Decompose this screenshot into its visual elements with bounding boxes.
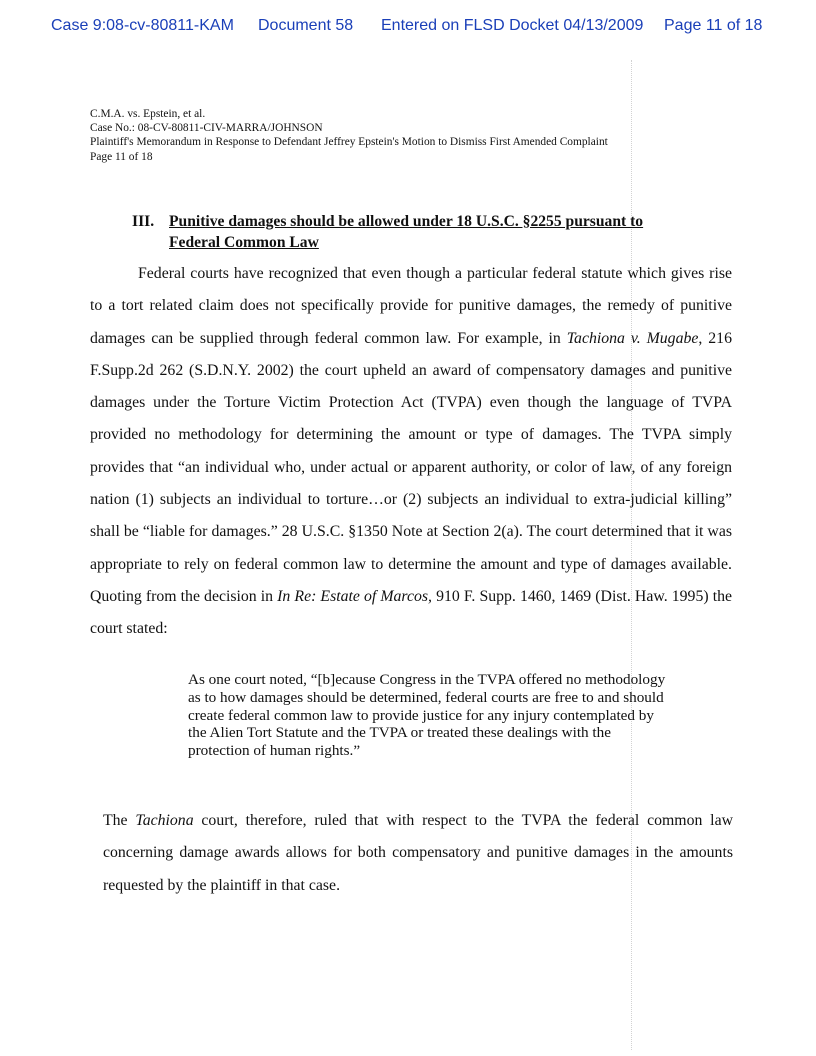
court-filing-stamp — [0, 17, 816, 41]
section-number: III. — [132, 213, 155, 230]
document-header — [90, 107, 608, 164]
paragraph-text: , 216 F.Supp.2d 262 (S.D.N.Y. 2002) the court upheld an award of compensatory damages and punitive damages under the Torture Victim Protection Act (TVPA) even though the language of TVPA provided no methodology for determining the amount or type of damages. The TVPA simply provides that “an individual who, under actual or apparent authority, or color of law, of any foreign nation (1) subjects an individual to torture…or (2) subjects an individual to extra-judicial killing” shall be “liable for damages.” 28 U.S.C. §1350 Note at Section 2(a). The court determined that it was appropriate to rely on federal common law to determine the amount and type of damages available. Quoting from the decision in — [90, 329, 732, 605]
stamp-case-number: Case 9:08-cv-80811-KAM — [51, 17, 234, 34]
section-title-line-1: Punitive damages should be allowed under 18 U.S.C. §2255 pursuant to — [169, 213, 644, 230]
paragraph-text: The — [103, 812, 136, 829]
header-page-number: Page 11 of 18 — [90, 150, 153, 163]
header-case-caption: C.M.A. vs. Epstein, et al. — [90, 108, 206, 120]
header-document-title: Plaintiff's Memorandum in Response to Defendant Jeffrey Epstein's Motion to Dismiss First Amended Complaint — [90, 136, 608, 149]
stamp-document-number: Document 58 — [258, 17, 354, 34]
section-title-line-2: Federal Common Law — [169, 234, 319, 251]
body-paragraph-1 — [90, 258, 732, 646]
stamp-entered-date: Entered on FLSD Docket 04/13/2009 — [381, 17, 644, 34]
stamp-page-number: Page 11 of 18 — [664, 17, 763, 34]
header-case-number: Case No.: 08-CV-80811-CIV-MARRA/JOHNSON — [90, 122, 323, 135]
case-citation: In Re: Estate of Marcos, — [277, 587, 433, 605]
paragraph-text: 910 F. Supp. 1460, 1469 (Dist. Haw. 1995) the court stated: — [90, 587, 732, 638]
case-citation: Tachiona v. Mugabe — [566, 329, 699, 347]
case-citation: Tachiona — [135, 812, 194, 829]
paragraph-text: court, therefore, ruled that with respect to the TVPA the federal common law concerning damage awards allows for both compensatory and punitive damages in the amounts requested by the plaintiff in that case. — [103, 812, 733, 894]
paragraph-text: Federal courts have recognized that even though a particular federal statute which gives rise to a tort related claim does not specifically provide for punitive damages, the remedy of punitive damages can be supplied through federal common law. For example, in — [90, 265, 732, 347]
body-paragraph-2 — [103, 805, 733, 902]
block-quote: As one court noted, “[b]ecause Congress in the TVPA offered no methodology as to how damages should be determined, federal courts are free to and should create federal common law to provide justice for any injury contemplated by the Alien Tort Statute and the TVPA or treated these dealings with the protection of human rights.” — [188, 671, 666, 760]
